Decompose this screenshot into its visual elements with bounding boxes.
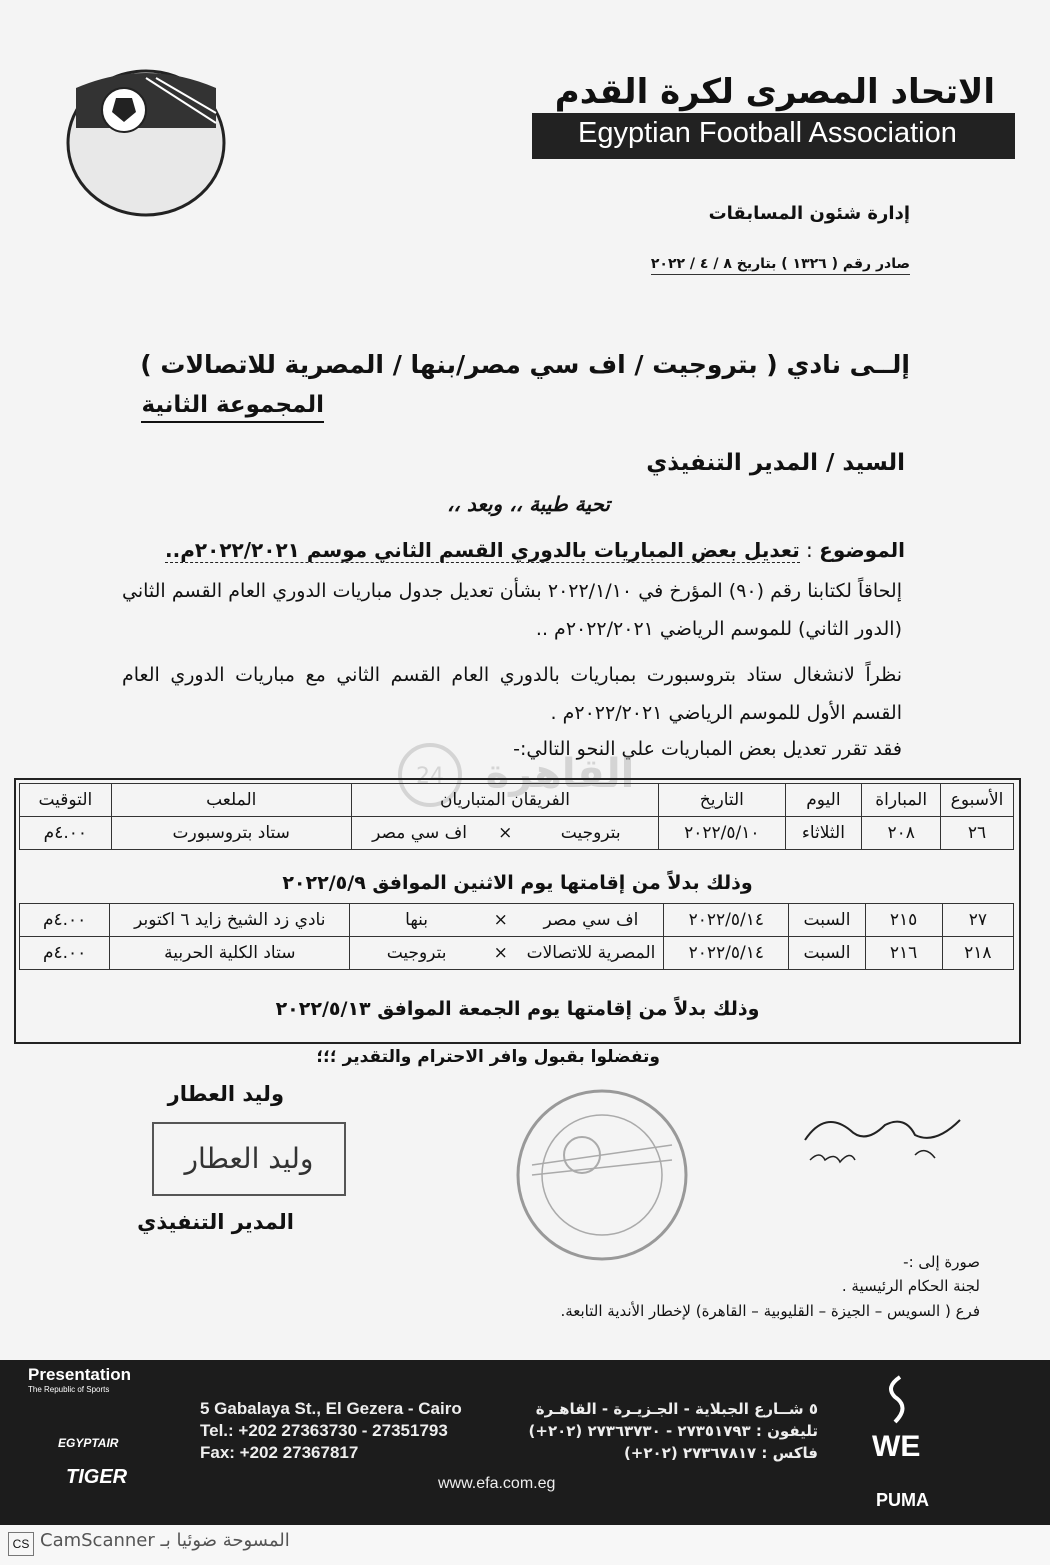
col-match: المباراة [862,784,941,817]
col-teams: الفريقان المتباريان [351,784,658,817]
sponsor-presentation: Presentation [28,1365,131,1384]
phone-en-line: Tel.: +202 27363730 - 27351793 [200,1421,448,1440]
cell-match: ٢٠٨ [862,817,941,850]
org-name-ar: الاتحاد المصرى لكرة القدم [554,72,995,112]
cell-date: ٢٠٢٢/٥/١٤ [664,937,789,970]
seal-stamp-icon [512,1085,692,1265]
paragraph-1: إلحاقاً لكتابنا رقم (٩٠) المؤرخ في ٢٠٢٢/١/١٠ بشأن تعديل جدول مباريات الدوري العام القسم الثاني (الدور الثاني) للموسم الرياضي ٢٠٢٢/٢٠٢١م .. [122,580,902,640]
col-venue: الملعب [111,784,351,817]
svg-text:القاهرة: القاهرة [485,751,635,797]
paragraph-2: نظراً لانشغال ستاد بتروسبورت بمباريات بالدوري العام القسم الثاني مع مباريات الدوري العام القسم الأول للموسم الرياضي ٢٠٢٢/٢٠٢١م . [122,664,902,724]
address-en [200,1398,462,1464]
cell-date: ٢٠٢٢/٥/١٤ [664,904,789,937]
addressee: السيد / المدير التنفيذي [646,450,905,476]
cell-venue: نادي زد الشيخ زايد ٦ اكتوبر [110,904,350,937]
table-row [20,904,1014,937]
efa-logo-icon [66,68,226,218]
cell-week: ٢٧ [942,904,1013,937]
signature-icon [795,1100,965,1170]
cell-away: بنها [350,904,483,937]
org-name-en: Egyptian Football Association [578,117,957,149]
scanner-text: CamScanner المسوحة ضوئيا بـ [40,1530,290,1551]
cell-away: اف سي مصر [351,817,487,850]
table-row [20,817,1014,850]
subject-label: الموضوع [819,538,905,562]
table-row [20,937,1014,970]
greeting: تحية طيبة ،، وبعد ،، [447,492,610,516]
signer-title: المدير التنفيذي [137,1210,294,1234]
cc-line-2: فرع ( السويس – الجيزة – القليوبية – القاهرة) لإخطار الأندية التابعة. [560,1302,980,1320]
table-header-row [20,784,1014,817]
address-ar-line: ٥ شــارع الجبلاية - الجـزيـرة - القاهـرة [535,1400,818,1418]
cell-home: بتروجيت [523,817,658,850]
issue-number: صادر رقم ( ١٣٢٦ ) بتاريخ ٨ / ٤ / ٢٠٢٢ [651,256,910,275]
department: إدارة شئون المسابقات [708,203,910,224]
cell-home: المصرية للاتصالات [519,937,664,970]
address-en-line: 5 Gabalaya St., El Gezera - Cairo [200,1399,462,1418]
cell-time: ٤.٠٠م [20,817,112,850]
col-time: التوقيت [20,784,112,817]
matches-table-b [19,903,1014,970]
cell-vs: × [487,817,523,850]
cell-away: بتروجيت [350,937,483,970]
cc-line-1: لجنة الحكام الرئيسية . [841,1277,980,1295]
recipient-clubs: إلــى نادي ( بتروجيت / اف سي مصر/بنها / المصرية للاتصالات ) [140,350,910,379]
sponsor-tiger: TIGER [66,1466,128,1488]
cell-time: ٤.٠٠م [20,937,110,970]
cell-match: ٢١٦ [865,937,942,970]
name-stamp: وليد العطار [152,1122,346,1196]
cell-day: الثلاثاء [785,817,862,850]
subject-line: الموضوع : تعديل بعض المباريات بالدوري القسم الثاني موسم ٢٠٢٢/٢٠٢١م.. [165,538,905,562]
note-b: وذلك بدلاً من إقامتها يوم الجمعة الموافق ٢٠٢٢/٥/١٣ [275,998,760,1020]
cell-day: السبت [789,904,865,937]
cell-day: السبت [789,937,865,970]
cell-week: ٢١٨ [942,937,1013,970]
col-week: الأسبوع [941,784,1014,817]
sponsor-egyptair: EGYPTAIR [58,1436,119,1450]
cell-week: ٢٦ [941,817,1014,850]
note-a: وذلك بدلاً من إقامتها يوم الاثنين الموافق ٢٠٢٢/٥/٩ [282,872,753,894]
cell-vs: × [483,937,519,970]
matches-table-a [19,783,1014,850]
cell-venue: ستاد الكلية الحربية [110,937,350,970]
fax-ar-line: فاكس : ٢٧٣٦٧٨١٧ (٢٠٢+) [623,1444,818,1462]
cc-label: صورة إلى :- [903,1253,980,1271]
svg-text:24: 24 [416,764,444,789]
fax-en-line: Fax: +202 27367817 [200,1443,359,1462]
sponsor-presentation-tagline: The Republic of Sports [28,1385,110,1394]
closing-thanks: وتفضلوا بقبول وافر الاحترام والتقدير ؛؛؛ [316,1047,660,1067]
phone-ar-line: تليفون : ٢٧٣٥١٧٩٣ - ٢٧٣٦٣٧٣٠ (٢٠٢+) [528,1422,818,1440]
sponsor-puma: PUMA [876,1490,929,1510]
signer-name: وليد العطار [167,1082,284,1106]
col-date: التاريخ [659,784,785,817]
sponsor-we: WE [872,1430,921,1463]
cell-match: ٢١٥ [865,904,942,937]
cell-home: اف سي مصر [519,904,664,937]
cell-venue: ستاد بتروسبورت [111,817,351,850]
website-link[interactable]: www.efa.com.eg [438,1475,556,1492]
we-logo-icon [880,1372,920,1427]
group-label: المجموعة الثانية [141,392,324,423]
paragraph-3: فقد تقرر تعديل بعض المباريات علي النحو التالي:- [513,738,902,760]
address-ar [529,1398,818,1464]
matches-table-frame [14,778,1021,1044]
cell-date: ٢٠٢٢/٥/١٠ [659,817,785,850]
cell-time: ٤.٠٠م [20,904,110,937]
camscanner-logo-icon: CS [8,1532,34,1556]
cell-vs: × [483,904,519,937]
subject-text: تعديل بعض المباريات بالدوري القسم الثاني موسم ٢٠٢٢/٢٠٢١م.. [165,538,800,562]
col-day: اليوم [785,784,862,817]
